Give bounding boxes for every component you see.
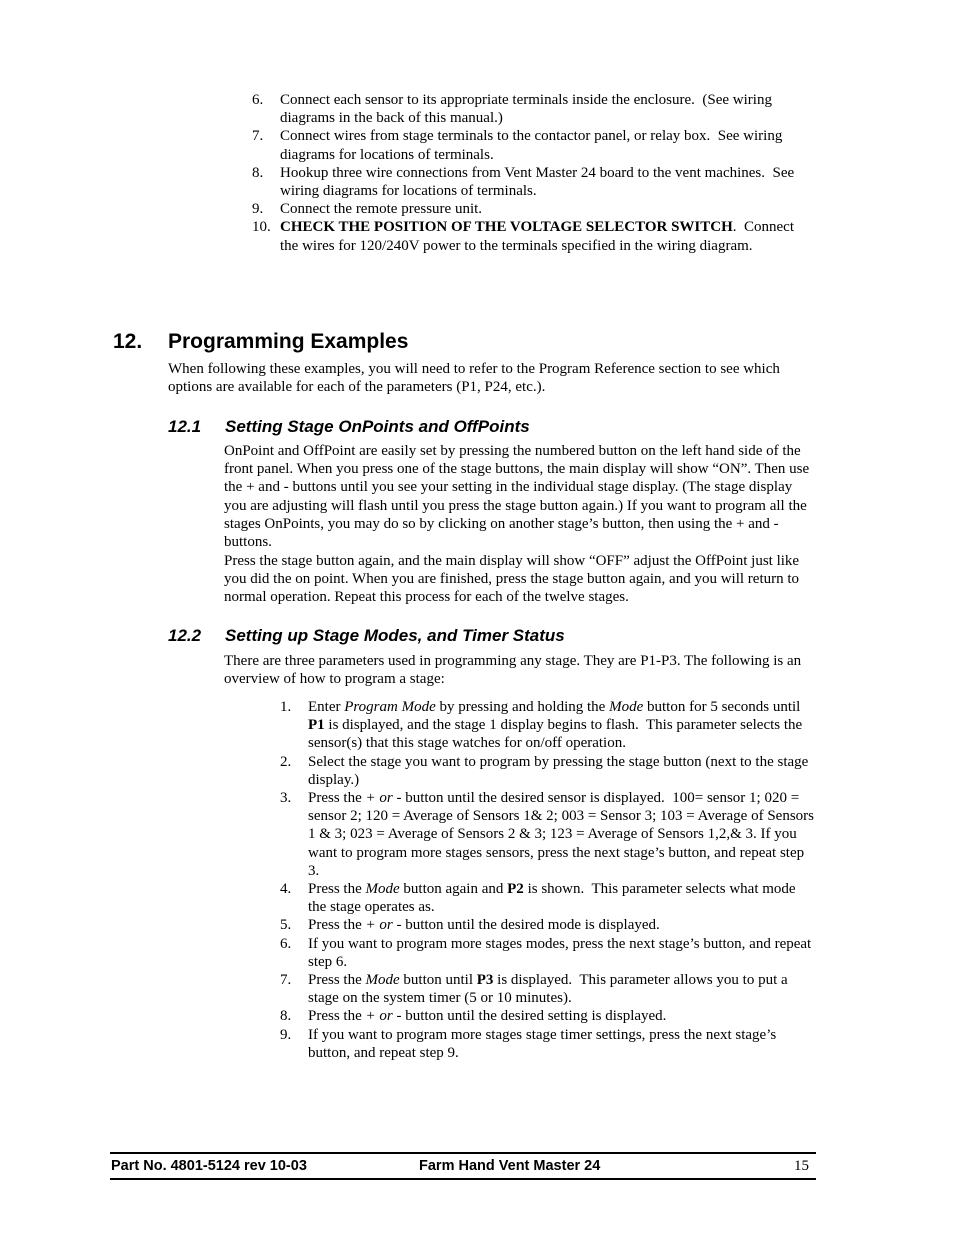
programming-steps-list [280,698,815,1062]
programming-step [280,698,815,753]
programming-step [280,935,815,971]
subsection-heading-2 [168,625,565,647]
programming-step [280,916,815,934]
list-item-number: 5. [280,917,292,934]
list-item-number: 3. [280,790,292,807]
list-item-number: 8. [252,164,264,181]
section-heading [113,329,408,355]
section-number: 12. [113,330,143,353]
list-item-number: 4. [280,881,292,898]
programming-step [280,971,815,1007]
list-item-text: Select the stage you want to program by pressing the stage button (next to the stage display.) [308,753,809,788]
list-item-number: 9. [252,201,264,218]
list-item-number: 6. [280,935,292,952]
list-item-text: Connect wires from stage terminals to the contactor panel, or relay box. See wiring diagrams for locations of terminals. [280,128,783,163]
programming-step [280,1026,815,1062]
section-intro: When following these examples, you will need to refer to the Program Reference section to see which options are available for each of the parameters (P1, P24, etc.). [168,361,780,396]
page-footer [110,1152,816,1180]
list-item-text: Press the + or - button until the desired mode is displayed. [308,917,660,934]
list-item-number: 6. [252,92,264,108]
list-item-number: 7. [280,972,292,989]
programming-step [280,880,815,916]
list-item-text: Enter Program Mode by pressing and holding the Mode button for 5 seconds until P1 is displayed, and the stage 1 display begins to flash. This parameter selects the sensor(s) that this stage watches for on/off operation. [308,699,803,752]
list-item-number: 8. [280,1008,292,1025]
onpoint-paragraph: OnPoint and OffPoint are easily set by pressing the numbered button on the left hand side of the front panel. When you press one of the stage buttons, the main display will show “ON”. Then use the + and - buttons until you see your setting in the individual stage display. (The stage display you are adjusting will flash until you press the stage button again.) If you want to program all the stages OnPoints, you may do so by clicking on another stage’s button, then using the + and - buttons. [224,443,810,551]
install-step [252,91,812,127]
install-step [252,200,812,218]
programming-step [280,753,815,789]
subsection-title: Setting Stage OnPoints and OffPoints [225,417,530,436]
install-step [252,127,812,163]
install-step [252,218,812,254]
list-item-text: Connect each sensor to its appropriate terminals inside the enclosure. (See wiring diagrams in the back of this manual.) [280,92,772,127]
page-number: 15 [794,1158,809,1174]
list-item-number: 7. [252,128,264,145]
list-item-text: Press the Mode button until P3 is displayed. This parameter allows you to put a stage on the system timer (5 or 10 minutes). [308,972,788,1007]
list-item-number: 10. [252,219,271,236]
list-item-text: If you want to program more stages modes, press the next stage’s button, and repeat step 6. [308,935,812,970]
subsection-number: 12.1 [168,417,202,436]
list-item-number: 2. [280,753,292,770]
manual-title: Farm Hand Vent Master 24 [419,1158,601,1174]
list-item-text: If you want to program more stages stage timer settings, press the next stage’s button, and repeat step 9. [308,1026,777,1061]
list-item-text: Hookup three wire connections from Vent Master 24 board to the vent machines. See wiring diagrams for locations of terminals. [280,164,795,200]
list-item-text: Press the Mode button again and P2 is shown. This parameter selects what mode the stage operates as. [308,881,796,916]
install-step [252,164,812,200]
part-number: Part No. 4801-5124 rev 10-03 [111,1158,307,1174]
list-item-text: Press the + or - button until the desired setting is displayed. [308,1008,667,1025]
list-item-text: CHECK THE POSITION OF THE VOLTAGE SELECTOR SWITCH. Connect the wires for 120/240V power to the terminals specified in the wiring diagram. [280,219,795,254]
list-item-text: Connect the remote pressure unit. [280,201,483,218]
programming-step [280,1007,815,1025]
offpoint-paragraph: Press the stage button again, and the main display will show “OFF” adjust the OffPoint just like you did the on point. When you are finished, press the stage button again, and you will return to normal operation. Repeat this process for each of the twelve stages. [224,553,800,606]
install-steps-list [252,91,812,255]
programming-intro: There are three parameters used in programming any stage. They are P1-P3. The following is an overview of how to program a stage: [224,653,802,688]
list-item-number: 9. [280,1026,292,1043]
section-title: Programming Examples [168,330,409,353]
subsection-number: 12.2 [168,626,202,645]
subsection-heading-1 [168,416,530,438]
subsection-title: Setting up Stage Modes, and Timer Status [225,626,565,645]
programming-step [280,789,815,880]
list-item-text: Press the + or - button until the desired sensor is displayed. 100= sensor 1; 020 = sensor 2; 120 = Average of Sensors 1& 2; 003 = Sensor 3; 103 = Average of Sensors 1 & 3; 023 = Average of Sensors 2 & 3; 123 = Average of Sensors 1,2,& 3. If you want to program more stages sensors, press the next stage’s button, and repeat step 3. [308,790,815,879]
list-item-number: 1. [280,699,292,715]
